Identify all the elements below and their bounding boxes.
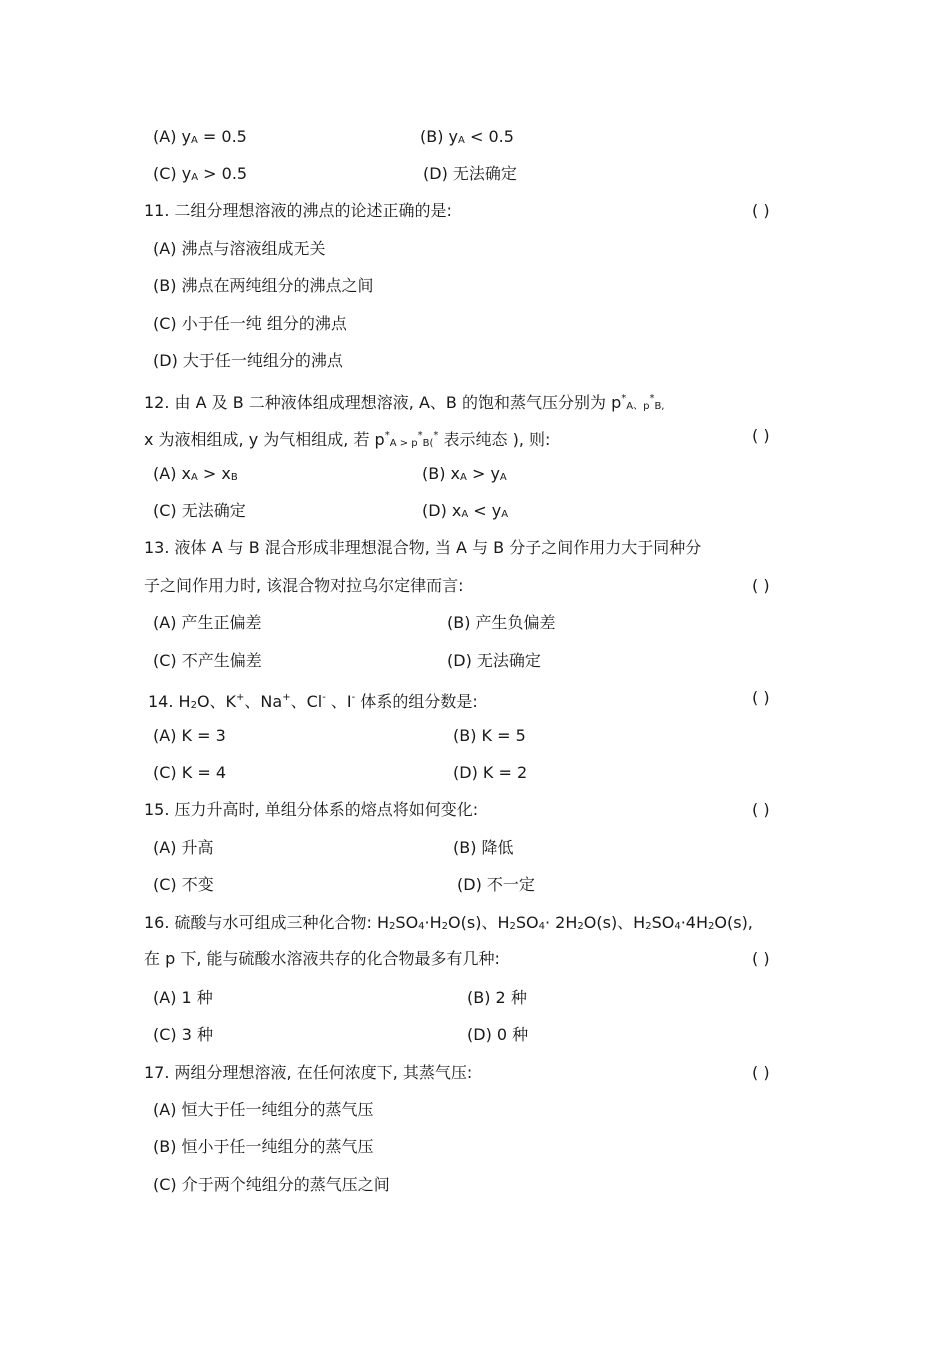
q14-option-a: (A) K = 3 <box>153 726 226 745</box>
q14-stem: 14. $H_2O$、K+、Na+、Cl- 、I- 体系的组分数是: <box>148 692 478 711</box>
q15-stem: 15. 压力升高时, 单组分体系的熔点将如何变化: <box>144 800 479 819</box>
q15-option-b: (B) 降低 <box>453 838 514 857</box>
q13-stem-line1: 13. 液体 A 与 B 混合形成非理想混合物, 当 A 与 B 分子之间作用力大于同种分 <box>144 538 702 557</box>
q16-option-b: (B) 2 种 <box>467 988 527 1007</box>
q15-answer-blank: ( ) <box>752 800 770 819</box>
q17-option-b: (B) 恒小于任一纯组分的蒸气压 <box>153 1137 374 1156</box>
q16-option-c: (C) 3 种 <box>153 1025 214 1044</box>
q16-answer-blank: ( ) <box>752 949 770 968</box>
q16-option-a: (A) 1 种 <box>153 988 213 1007</box>
q11-option-b: (B) 沸点在两纯组分的沸点之间 <box>153 276 374 295</box>
q12-option-b: (B) $x_A > y_A$ <box>422 464 507 483</box>
q12-stem-line2: x 为液相组成, y 为气相组成, 若 $p^*_{A > p}^*_{B(}^*$ 表示纯态 ), 则: <box>144 430 551 449</box>
q11-option-c: (C) 小于任一纯 组分的沸点 <box>153 314 347 333</box>
q17-option-c: (C) 介于两个纯组分的蒸气压之间 <box>153 1175 390 1194</box>
q10-option-a: (A) $y_A = 0.5$ <box>153 127 247 146</box>
q11-option-d: (D) 大于任一纯组分的沸点 <box>153 351 343 370</box>
q14-option-d: (D) K = 2 <box>453 763 528 782</box>
q14-option-c: (C) K = 4 <box>153 763 226 782</box>
q12-stem-line1: 12. 由 A 及 B 二种液体组成理想溶液, A、B 的饱和蒸气压分别为 $p^*_{A、p}^*_{B,}$ <box>144 393 665 412</box>
q10-option-b: (B) $y_A < 0.5$ <box>420 127 514 146</box>
q15-option-a: (A) 升高 <box>153 838 214 857</box>
q15-option-c: (C) 不变 <box>153 875 214 894</box>
q13-option-c: (C) 不产生偏差 <box>153 651 262 670</box>
q12-option-a: (A) $x_A > x_B$ <box>153 464 238 483</box>
q10-option-c: (C) $y_A > 0.5$ <box>153 164 248 183</box>
q16-stem-line2: 在 p 下, 能与硫酸水溶液共存的化合物最多有几种: <box>144 949 500 968</box>
q13-option-a: (A) 产生正偏差 <box>153 613 262 632</box>
q12-answer-blank: ( ) <box>752 426 770 445</box>
q12-option-d: (D) $x_A < y_A$ <box>422 501 509 520</box>
q14-answer-blank: ( ) <box>752 688 770 707</box>
q13-option-b: (B) 产生负偏差 <box>447 613 556 632</box>
q13-option-d: (D) 无法确定 <box>447 651 541 670</box>
q11-stem: 11. 二组分理想溶液的沸点的论述正确的是: <box>144 201 452 220</box>
q17-answer-blank: ( ) <box>752 1063 770 1082</box>
q14-option-b: (B) K = 5 <box>453 726 526 745</box>
q17-stem: 17. 两组分理想溶液, 在任何浓度下, 其蒸气压: <box>144 1063 473 1082</box>
q10-option-d: (D) 无法确定 <box>423 164 517 183</box>
q15-option-d: (D) 不一定 <box>457 875 535 894</box>
q17-option-a: (A) 恒大于任一纯组分的蒸气压 <box>153 1100 374 1119</box>
q13-stem-line2: 子之间作用力时, 该混合物对拉乌尔定律而言: <box>144 576 464 595</box>
q16-stem-line1: 16. 硫酸与水可组成三种化合物: $H_2SO_4\cdot H_2O(s)$、$H_2SO_4\cdot 2H_2O(s)$、$H_2SO_4\cdot 4H_2O(s)$, <box>144 913 753 932</box>
q16-option-d: (D) 0 种 <box>467 1025 529 1044</box>
q11-option-a: (A) 沸点与溶液组成无关 <box>153 239 326 258</box>
q12-option-c: (C) 无法确定 <box>153 501 246 520</box>
q13-answer-blank: ( ) <box>752 576 770 595</box>
q11-answer-blank: ( ) <box>752 201 770 220</box>
